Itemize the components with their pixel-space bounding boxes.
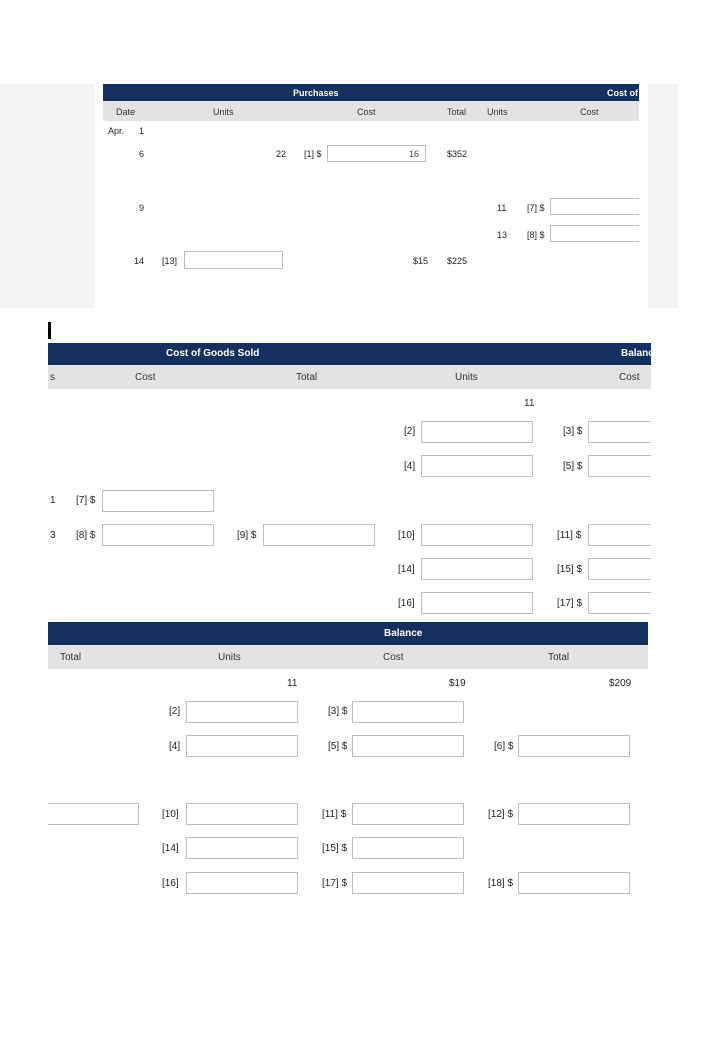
apr9-cogs-units: 11: [497, 203, 507, 213]
cogs-header-partial: Cost of (: [607, 88, 644, 98]
date-9: 9: [139, 203, 145, 213]
label-7: [7] $: [527, 203, 545, 213]
date-1: 1: [139, 126, 145, 136]
col-cost: Cost: [357, 107, 376, 117]
panel2-header-bar: [48, 343, 654, 365]
panel2-column-headers: [48, 365, 651, 389]
p2-label-10: [10]: [398, 530, 415, 541]
panel1-column-headers: [103, 101, 639, 121]
p3-input-2[interactable]: [186, 701, 298, 723]
col-balance-total-3: Total: [548, 652, 570, 663]
p3-input-9-partial[interactable]: [48, 803, 139, 825]
p2-input-9[interactable]: [263, 524, 375, 546]
col-cogs-cost: Cost: [580, 107, 599, 117]
balance-row1-cost: $19: [449, 678, 466, 689]
p3-label-11: [11] $: [322, 809, 347, 820]
col-balance-units-3: Units: [218, 652, 241, 663]
col-units-partial: s: [50, 372, 55, 383]
p2-label-5: [5] $: [563, 461, 583, 472]
purchases-header: Purchases: [293, 88, 339, 98]
p2-label-7: [7] $: [76, 495, 96, 506]
col-cogs-cost: Cost: [135, 372, 156, 383]
apr14-total: $225: [447, 256, 468, 266]
p3-label-3: [3] $: [328, 706, 348, 717]
col-cogs-total: Total: [296, 372, 318, 383]
p3-input-16[interactable]: [186, 872, 298, 894]
text-cursor: [48, 322, 51, 339]
p3-label-2: [2]: [169, 706, 181, 717]
p3-label-15: [15] $: [322, 843, 348, 854]
col-units: Units: [213, 107, 234, 117]
p3-label-10: [10]: [162, 809, 179, 820]
p2-input-14[interactable]: [421, 558, 533, 580]
p2-label-14: [14]: [398, 564, 415, 575]
col-date: Date: [116, 107, 136, 117]
p3-input-15[interactable]: [352, 837, 464, 859]
p3-label-6: [6] $: [494, 741, 514, 752]
balance-row1-total: $209: [609, 678, 632, 689]
apr14-cost: $15: [413, 256, 429, 266]
p2-input-17[interactable]: [588, 592, 651, 614]
balance-row1-units: 11: [287, 678, 298, 689]
apr6-total: $352: [447, 149, 468, 159]
p2-input-4[interactable]: [421, 455, 533, 477]
p3-label-4: [4]: [169, 741, 181, 752]
cogs-header: Cost of Goods Sold: [166, 348, 260, 359]
p3-label-14: [14]: [162, 843, 179, 854]
panel3-column-headers: [48, 645, 648, 669]
p2-label-15: [15] $: [557, 564, 583, 575]
month-label: Apr.: [108, 126, 125, 136]
p2-input-3[interactable]: [588, 421, 651, 443]
label-8: [8] $: [527, 230, 545, 240]
p3-input-10[interactable]: [186, 803, 298, 825]
input-7[interactable]: [550, 198, 639, 215]
p3-label-5: [5] $: [328, 741, 348, 752]
col-cogs-total-3: Total: [60, 652, 82, 663]
p3-input-4[interactable]: [186, 735, 298, 757]
p3-label-18: [18] $: [488, 878, 514, 889]
p2-label-3: [3] $: [563, 426, 583, 437]
p2-label-4: [4]: [404, 461, 416, 472]
p2-input-11[interactable]: [588, 524, 651, 546]
p2-input-7[interactable]: [102, 490, 214, 512]
panel3-header-bar: [48, 622, 648, 645]
balance-units-11: 11: [524, 398, 535, 409]
p3-input-11[interactable]: [352, 803, 464, 825]
date-14: 14: [134, 256, 145, 266]
p2-input-15[interactable]: [588, 558, 651, 580]
col-balance-cost-3: Cost: [383, 652, 404, 663]
input-1-value: 16: [408, 149, 419, 159]
p2-label-16: [16]: [398, 598, 415, 609]
p2-label-11: [11] $: [557, 530, 582, 541]
panel1-header-bar: [103, 84, 644, 101]
p2-label-2: [2]: [404, 426, 416, 437]
p3-input-6[interactable]: [518, 735, 630, 757]
p3-input-12[interactable]: [518, 803, 630, 825]
input-8[interactable]: [550, 225, 639, 242]
p3-label-16: [16]: [162, 878, 179, 889]
p2-input-8[interactable]: [102, 524, 214, 546]
p3-label-12: [12] $: [488, 809, 514, 820]
apr9-cogs-units-2: 13: [497, 230, 508, 240]
p3-input-17[interactable]: [352, 872, 464, 894]
input-1[interactable]: [327, 145, 426, 162]
input-13[interactable]: [184, 251, 283, 269]
col-balance-units: Units: [455, 372, 478, 383]
label-13: [13]: [162, 256, 178, 266]
p3-label-17: [17] $: [322, 878, 348, 889]
p2-label-9: [9] $: [237, 530, 257, 541]
date-6: 6: [139, 149, 145, 159]
label-1: [1] $: [304, 149, 322, 159]
p3-input-5[interactable]: [352, 735, 464, 757]
balance-header-partial: Balanc: [621, 348, 654, 359]
p2-units-3: 3: [50, 530, 56, 541]
p3-input-3[interactable]: [352, 701, 464, 723]
col-cogs-units: Units: [487, 107, 508, 117]
apr6-units: 22: [276, 149, 287, 159]
p2-input-2[interactable]: [421, 421, 533, 443]
p2-label-8: [8] $: [76, 530, 96, 541]
p2-label-17: [17] $: [557, 598, 583, 609]
p2-input-10[interactable]: [421, 524, 533, 546]
p2-units-1: 1: [50, 495, 56, 506]
balance-header: Balance: [384, 628, 423, 639]
p2-input-5[interactable]: [588, 455, 651, 477]
p3-input-18[interactable]: [518, 872, 630, 894]
col-total: Total: [447, 107, 467, 117]
p3-input-14[interactable]: [186, 837, 298, 859]
col-balance-cost: Cost: [619, 372, 640, 383]
p2-input-16[interactable]: [421, 592, 533, 614]
